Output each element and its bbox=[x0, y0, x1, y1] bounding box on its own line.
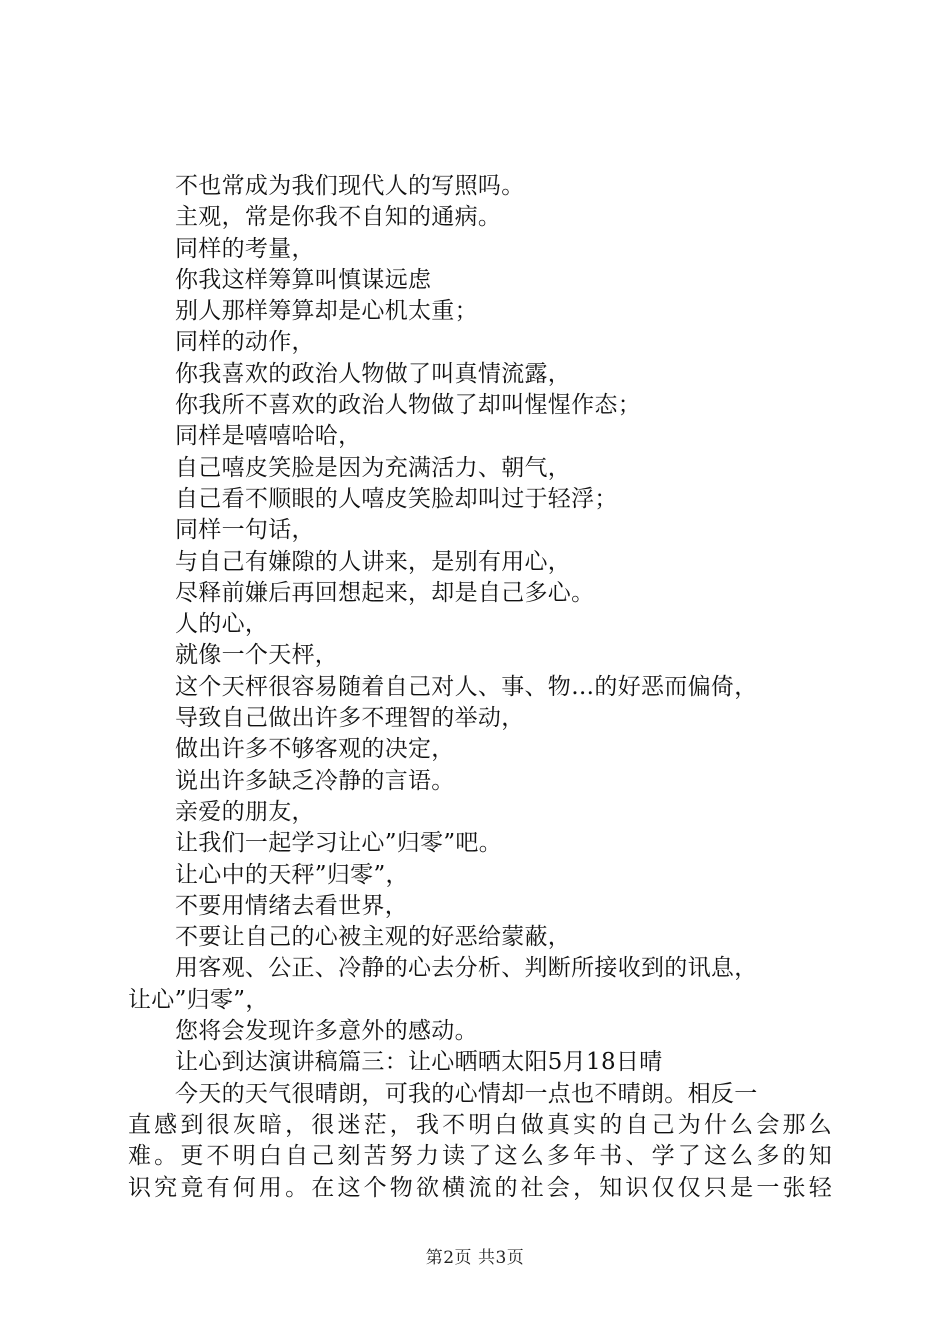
text-line: 做出许多不够客观的决定， bbox=[175, 736, 455, 763]
text-line: 您将会发现许多意外的感动。 bbox=[175, 1018, 478, 1045]
text-line: 不要用情绪去看世界， bbox=[175, 892, 408, 919]
text-line: 人的心， bbox=[175, 611, 269, 638]
text-line: 同样一句话， bbox=[175, 517, 315, 544]
section-heading: 让心到达演讲稿篇三：让心晒晒太阳5月18日晴 bbox=[175, 1049, 663, 1076]
text-line: 这个天枰很容易随着自己对人、事、物…的好恶而偏倚， bbox=[175, 673, 758, 700]
text-line: 不要让自己的心被主观的好恶给蒙蔽， bbox=[175, 924, 572, 951]
text-line: 就像一个天枰， bbox=[175, 642, 339, 669]
text-line: 直感到很灰暗，很迷茫，我不明白做真实的自己为什么会那么 bbox=[128, 1111, 832, 1138]
document-body bbox=[128, 171, 832, 1204]
text-line: 让我们一起学习让心”归零”吧。 bbox=[175, 830, 503, 857]
text-line: 自己看不顺眼的人嘻皮笑脸却叫过于轻浮； bbox=[175, 485, 618, 512]
text-line: 识究竟有何用。在这个物欲横流的社会，知识仅仅只是一张轻 bbox=[128, 1174, 832, 1201]
text-line: 别人那样筹算却是心机太重； bbox=[175, 298, 478, 325]
text-line: 同样的考量， bbox=[175, 235, 315, 262]
text-line: 尽释前嫌后再回想起来，却是自己多心。 bbox=[175, 579, 595, 606]
text-line: 同样是嘻嘻哈哈， bbox=[175, 423, 362, 450]
text-line: 亲爱的朋友， bbox=[175, 798, 315, 825]
text-line: 主观，常是你我不自知的通病。 bbox=[175, 204, 502, 231]
text-line: 让心”归零”， bbox=[128, 986, 269, 1013]
text-line: 与自己有嫌隙的人讲来，是别有用心， bbox=[175, 548, 572, 575]
text-line: 用客观、公正、冷静的心去分析、判断所接收到的讯息， bbox=[175, 955, 758, 982]
text-line: 你我所不喜欢的政治人物做了却叫惺惺作态； bbox=[175, 392, 641, 419]
text-line: 难。更不明白自己刻苦努力读了这么多年书、学了这么多的知 bbox=[128, 1143, 832, 1170]
text-line: 今天的天气很晴朗，可我的心情却一点也不晴朗。相反一 bbox=[175, 1080, 758, 1107]
text-line: 自己嘻皮笑脸是因为充满活力、朝气， bbox=[175, 454, 572, 481]
text-line: 导致自己做出许多不理智的举动， bbox=[175, 705, 525, 732]
page-number-footer: 第2页 共3页 bbox=[425, 1248, 525, 1268]
text-line: 你我这样筹算叫慎谋远虑 bbox=[175, 266, 432, 293]
text-line: 同样的动作， bbox=[175, 329, 315, 356]
text-line: 你我喜欢的政治人物做了叫真情流露， bbox=[175, 360, 572, 387]
text-line: 说出许多缺乏冷静的言语。 bbox=[175, 767, 455, 794]
text-line: 让心中的天秤”归零”， bbox=[175, 861, 409, 888]
text-line: 不也常成为我们现代人的写照吗。 bbox=[175, 173, 525, 199]
